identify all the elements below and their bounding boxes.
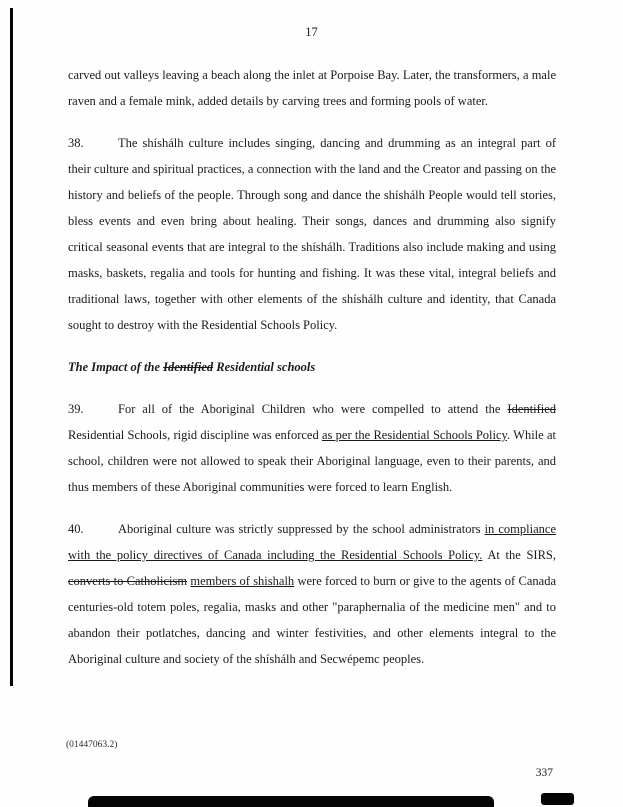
paragraph-intro [68, 62, 556, 114]
paragraph-39-number: 39. [68, 402, 84, 416]
text-run: members of shishalh [190, 574, 295, 588]
text-run: Identified [163, 360, 214, 374]
text-run: converts to Catholicism [68, 574, 188, 588]
section-heading [68, 354, 556, 380]
paragraph-39 [68, 396, 556, 500]
text-run: At the SIRS, [482, 548, 556, 562]
text-run: were forced to burn or give to the agents of Canada centuries-old totem poles, regalia, masks and other "paraphernalia of the medicine men" and to abandon their potlatches, dancing and winter festivities, and other elements integral to the Aboriginal culture and society of the shíshálh and Secwépemc peoples. [68, 574, 556, 666]
text-run: Residential schools [213, 360, 316, 374]
footer-doc-id: (01447063.2) [66, 740, 118, 750]
paragraph-38-number: 38. [68, 136, 84, 150]
text-run: Identified [507, 402, 556, 416]
paragraph-40 [68, 516, 556, 672]
scan-artifact-bottom-bar [88, 796, 494, 807]
scan-artifact-left-line [10, 8, 13, 686]
text-run: as per the Residential Schools Policy [321, 428, 507, 442]
scan-artifact-bottom-blob [541, 793, 574, 805]
header-page-number: 17 [305, 25, 318, 39]
page-header [0, 0, 623, 40]
text-run: . While at school, children were not allowed to speak their Aboriginal language, even to their parents, and thus members of these Aboriginal communities were forced to learn English. [68, 428, 556, 494]
text-run: The shíshálh culture includes singing, dancing and drumming as an integral part of their culture and spiritual practices, a connection with the land and the Creator and passing on the history and beliefs of the people. Through song and dance the shíshálh People would tell stories, bless events and even bring about healing. Their songs, dances and drumming also signify critical seasonal events that are integral to the shíshálh. Traditions also include making and using masks, baskets, regalia and tools for hunting and fishing. It was these vital, integral beliefs and traditional laws, together with other elements of the shíshálh culture and identity, that Canada sought to destroy with the Residential Schools Policy. [68, 136, 556, 332]
paragraph-38 [68, 130, 556, 338]
paragraph-intro-text [68, 68, 556, 108]
text-run: carved out valleys leaving a beach along the inlet at Porpoise Bay. Later, the transformers, a male raven and a female mink, added details by carving trees and forming pools of water. [68, 68, 556, 108]
paragraph-39-text [68, 402, 556, 494]
text-run: The Impact of the [68, 360, 164, 374]
text-run: Aboriginal culture was strictly suppressed by the school administrators [118, 522, 485, 536]
text-run: For all of the Aboriginal Children who were compelled to attend the [118, 402, 508, 416]
text-run: in compliance with the policy directives of Canada including the Residential Schools Policy. [68, 522, 556, 562]
text-run: Residential Schools, rigid discipline was enforced [68, 428, 322, 442]
paragraph-38-text [68, 136, 556, 332]
paragraph-40-number: 40. [68, 522, 84, 536]
section-heading-text [68, 360, 315, 374]
footer-page-number: 337 [535, 767, 553, 779]
paragraph-40-text [68, 522, 556, 666]
document-body [68, 62, 556, 672]
